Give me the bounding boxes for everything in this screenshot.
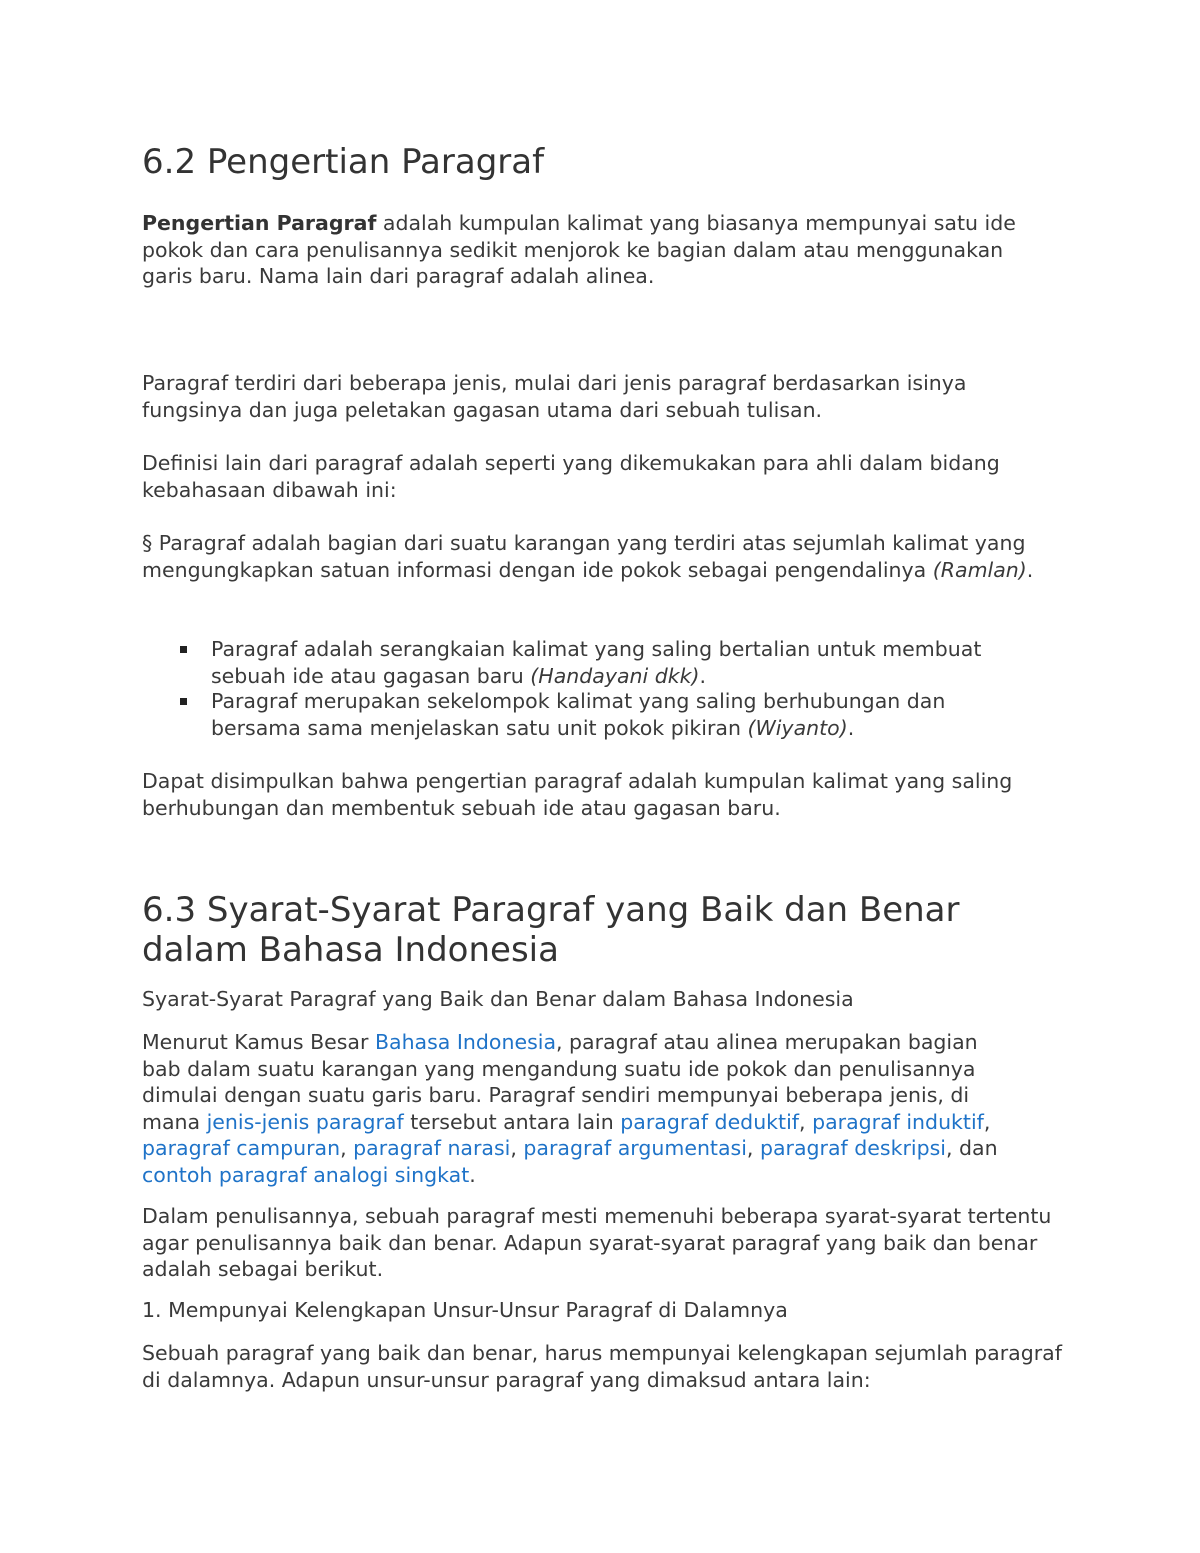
paragraph-kbbi: Menurut Kamus Besar Bahasa Indonesia, paragraf atau alinea merupakan bagian bab dalam suatu karangan yang mengandung suatu ide pokok dan penulisannya dimulai dengan suatu garis baru. Paragraf sendiri mempunyai beberapa jenis, di mana jenis-jenis paragraf tersebut antara lain paragraf deduktif, paragraf induktif, paragraf campuran, paragraf narasi, paragraf argumentasi, paragraf deskripsi, dan contoh paragraf analogi singkat. [142, 1030, 998, 1187]
section-subtitle: Syarat-Syarat Paragraf yang Baik dan Benar dalam Bahasa Indonesia [142, 987, 854, 1011]
paragraph-elements: Sebuah paragraf yang baik dan benar, harus mempunyai kelengkapan sejumlah paragraf di dalamnya. Adapun unsur-unsur paragraf yang dimaksud antara lain: [142, 1341, 1062, 1392]
section-heading-6-2: 6.2 Pengertian Paragraf [142, 142, 545, 182]
paragraph-conclusion: Dapat disimpulkan bahwa pengertian paragraf adalah kumpulan kalimat yang saling berhubungan dan membentuk sebuah ide atau gagasan baru. [142, 769, 1013, 820]
bold-term: Pengertian Paragraf [142, 211, 377, 235]
link-paragraf-campuran[interactable]: paragraf campuran [142, 1136, 341, 1160]
section-symbol: § [142, 531, 153, 555]
paragraph-ramlan: § Paragraf adalah bagian dari suatu karangan yang terdiri atas sejumlah kalimat yang mengungkapkan satuan informasi dengan ide pokok sebagai pengendalinya (Ramlan). [142, 531, 1034, 582]
list-item: Paragraf merupakan sekelompok kalimat yang saling berhubungan dan bersama sama menjelaskan satu unit pokok pikiran (Wiyanto). [142, 688, 1041, 741]
citation: (Handayani dkk) [530, 663, 700, 688]
paragraph-requirements: Dalam penulisannya, sebuah paragraf mesti memenuhi beberapa syarat-syarat tertentu agar penulisannya baik dan benar. Adapun syarat-syarat paragraf yang baik dan benar adalah sebagai berikut. [142, 1204, 1052, 1281]
link-jenis-jenis-paragraf[interactable]: jenis-jenis paragraf [206, 1109, 404, 1134]
square-bullet-icon [180, 646, 187, 653]
link-paragraf-narasi[interactable]: paragraf narasi [353, 1136, 511, 1160]
paragraph-expert-intro: Definisi lain dari paragraf adalah seperti yang dikemukakan para ahli dalam bidang kebahasaan dibawah ini: [142, 451, 1000, 502]
square-bullet-icon [180, 698, 187, 705]
link-paragraf-deduktif[interactable]: paragraf deduktif [620, 1109, 800, 1134]
link-bahasa-indonesia[interactable]: Bahasa Indonesia [374, 1030, 557, 1054]
list-item: Paragraf adalah serangkaian kalimat yang saling bertalian untuk membuat sebuah ide atau gagasan baru (Handayani dkk). [142, 636, 1031, 689]
paragraph-definition: Pengertian Paragraf adalah kumpulan kalimat yang biasanya mempunyai satu ide pokok dan cara penulisannya sedikit menjorok ke bagian dalam atau menggunakan garis baru. Nama lain dari paragraf adalah alinea. [142, 211, 1016, 288]
link-paragraf-induktif[interactable]: paragraf induktif [812, 1109, 984, 1134]
section-heading-6-3: 6.3 Syarat-Syarat Paragraf yang Baik dan Benar dalam Bahasa Indonesia [142, 890, 960, 970]
citation: (Wiyanto) [747, 715, 848, 740]
link-paragraf-deskripsi[interactable]: paragraf deskripsi [759, 1136, 946, 1160]
citation: (Ramlan) [932, 557, 1027, 582]
link-contoh-paragraf-analogi[interactable]: contoh paragraf analogi singkat [142, 1162, 470, 1187]
link-paragraf-argumentasi[interactable]: paragraf argumentasi [523, 1136, 747, 1160]
paragraph-types: Paragraf terdiri dari beberapa jenis, mulai dari jenis paragraf berdasarkan isinya fungsinya dan juga peletakan gagasan utama dari sebuah tulisan. [142, 371, 967, 422]
numbered-item-1: 1. Mempunyai Kelengkapan Unsur-Unsur Paragraf di Dalamnya [142, 1298, 788, 1322]
